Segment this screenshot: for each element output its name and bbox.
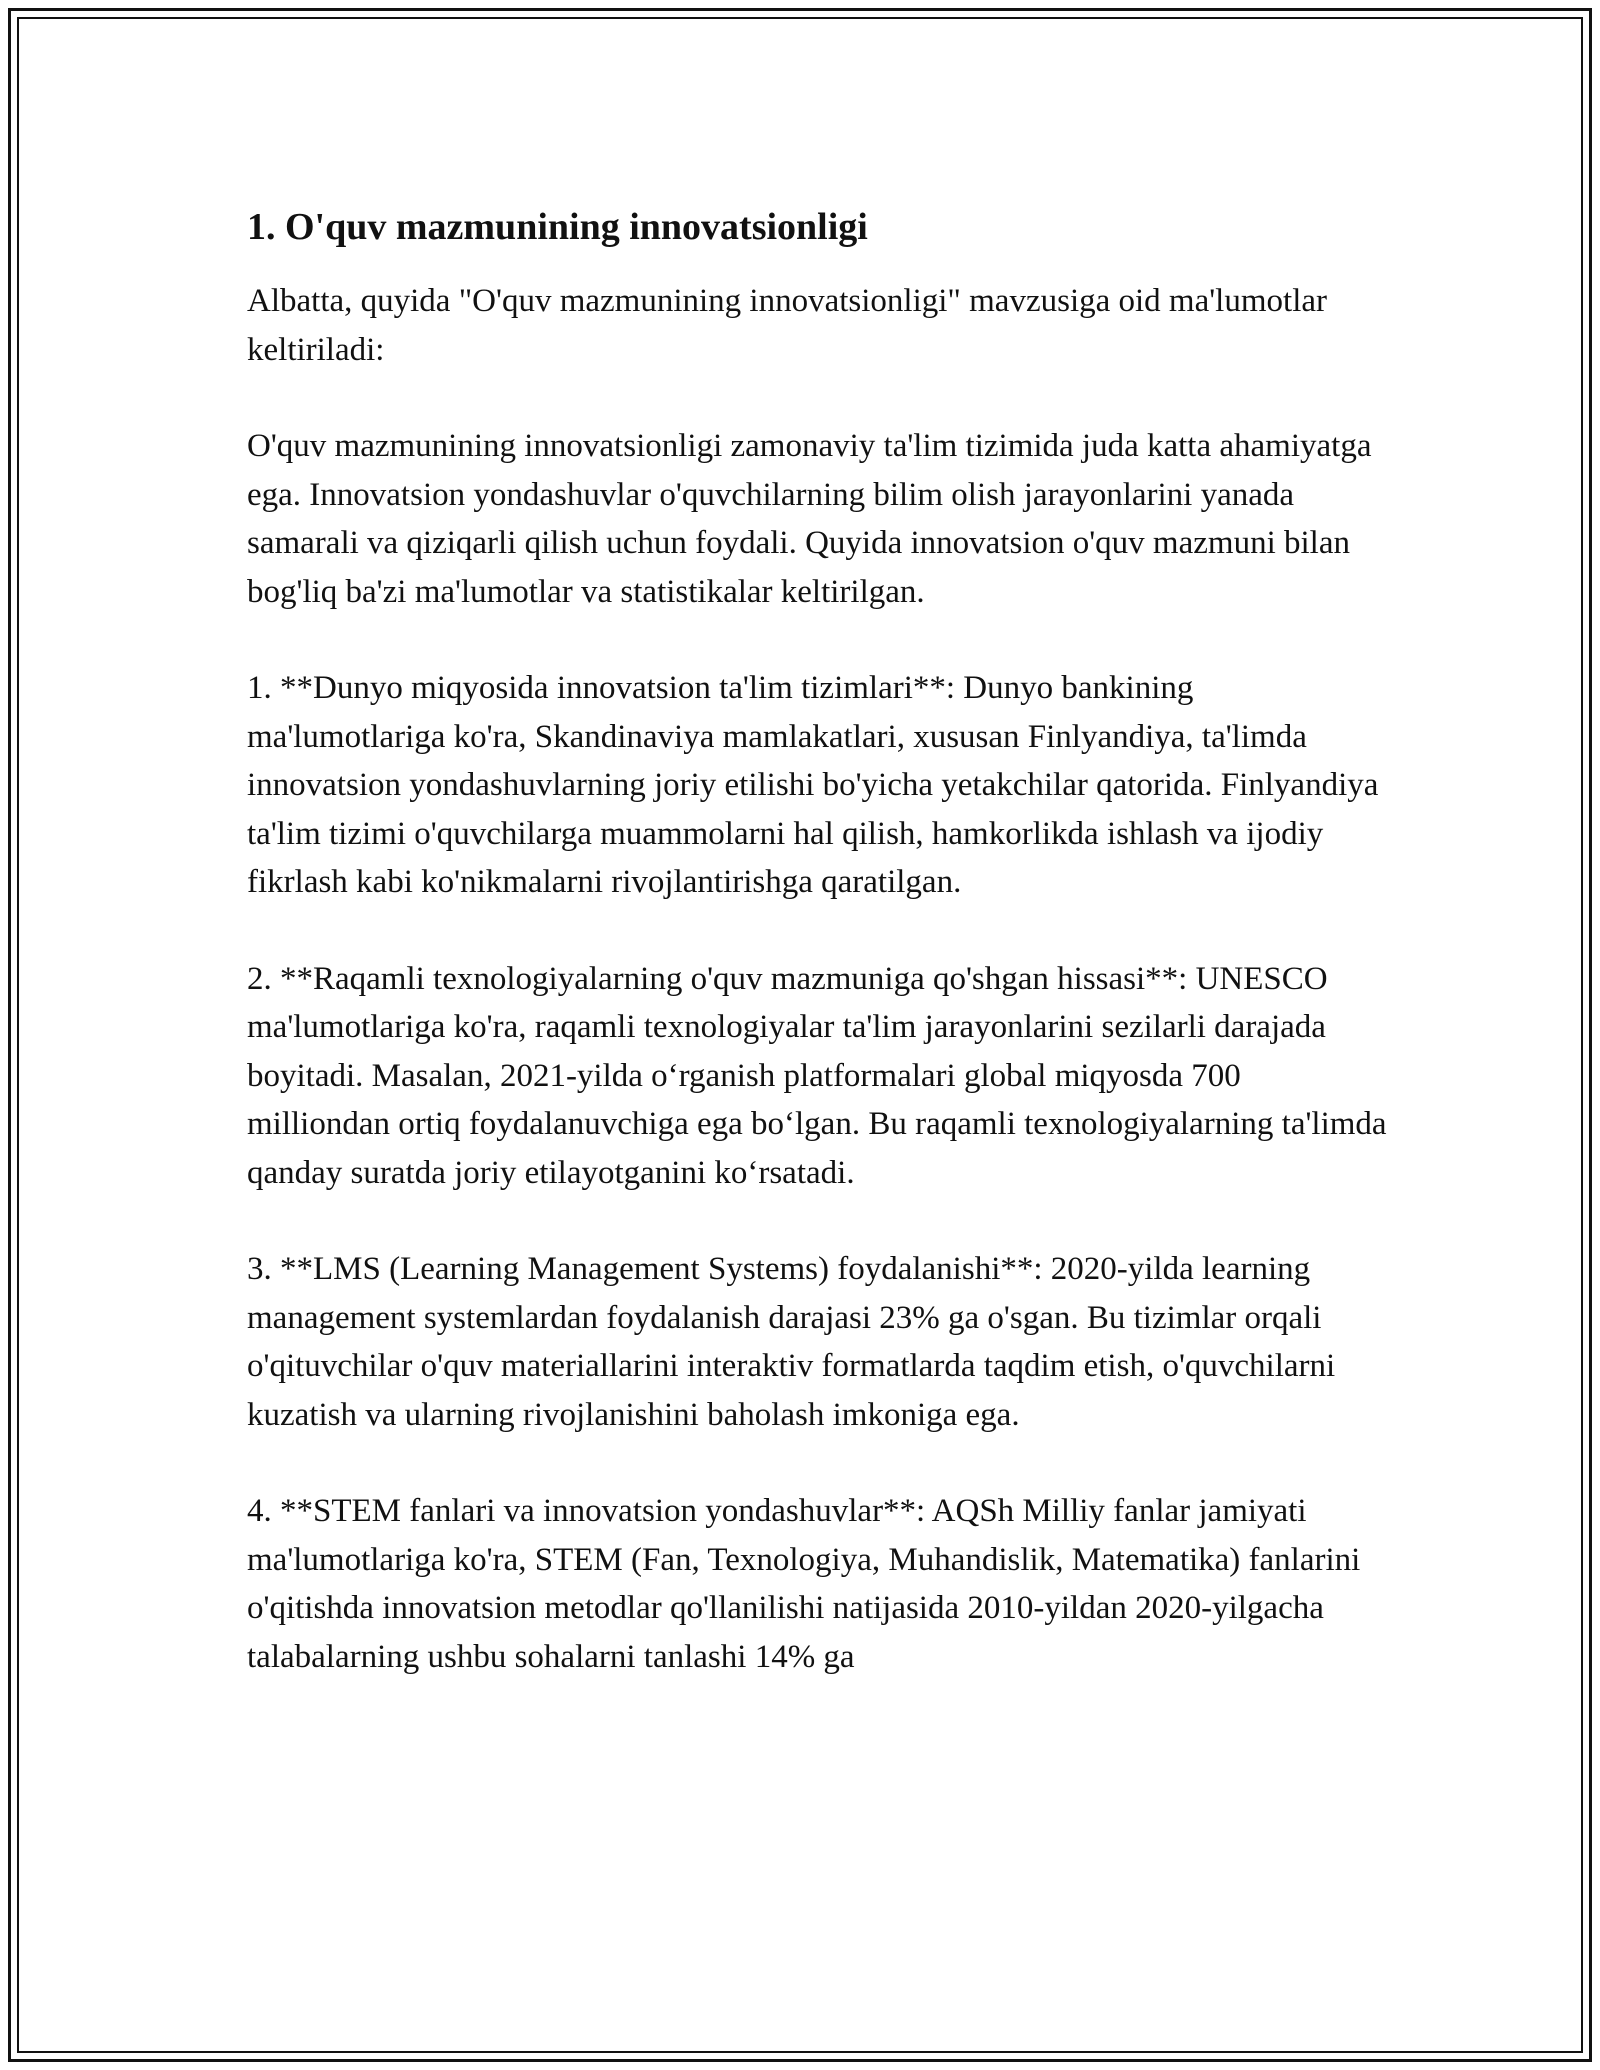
document-body bbox=[247, 199, 1387, 1729]
page-frame bbox=[8, 8, 1592, 2062]
section-title: 1. O'quv mazmunining innovatsionligi bbox=[247, 206, 868, 248]
list-item-4: 4. **STEM fanlari va innovatsion yondashuvlar**: AQSh Milliy fanlar jamiyati ma'lumotlariga ko'ra, STEM (Fan, Texnologiya, Muhandislik, Matematika) fanlarini o'qitishda innovatsion metodlar qo'llanilishi natijasida 2010-yildan 2020-yilgacha talabalarning ushbu sohalarni tanlashi 14% ga bbox=[247, 1493, 1361, 1675]
list-item-3: 3. **LMS (Learning Management Systems) foydalanishi**: 2020-yilda learning management systemlardan foydalanish darajasi 23% ga o'sgan. Bu tizimlar orqali o'qituvchilar o'quv materiallarini interaktiv formatlarda taqdim etish, o'quvchilarni kuzatish va ularning rivojlanishini baholash imkoniga ega. bbox=[247, 1251, 1336, 1433]
list-item-1: 1. **Dunyo miqyosida innovatsion ta'lim tizimlari**: Dunyo bankining ma'lumotlariga ko'ra, Skandinaviya mamlakatlari, xususan Finlyandiya, ta'limda innovatsion yondashuvlarning joriy etilishi bo'yicha yetakchilar qatorida. Finlyandiya ta'lim tizimi o'quvchilarga muammolarni hal qilish, hamkorlikda ishlash va ijodiy fikrlash kabi ko'nikmalarni rivojlantirishga qaratilgan. bbox=[247, 670, 1379, 900]
intro-paragraph: Albatta, quyida "O'quv mazmunining innovatsionligi" mavzusiga oid ma'lumotlar keltiriladi: bbox=[247, 283, 1327, 368]
overview-paragraph: O'quv mazmunining innovatsionligi zamonaviy ta'lim tizimida juda katta ahamiyatga ega. Innovatsion yondashuvlar o'quvchilarning bilim olish jarayonlarini yanada samarali va qiziqarli qilish uchun foydali. Quyida innovatsion o'quv mazmuni bilan bog'liq ba'zi ma'lumotlar va statistikalar keltirilgan. bbox=[247, 428, 1372, 610]
list-item-2: 2. **Raqamli texnologiyalarning o'quv mazmuniga qo'shgan hissasi**: UNESCO ma'lumotlariga ko'ra, raqamli texnologiyalar ta'lim jarayonlarini sezilarli darajada boyitadi. Masalan, 2021-yilda o‘rganish platformalari global miqyosda 700 milliondan ortiq foydalanuvchiga ega bo‘lgan. Bu raqamli texnologiyalarning ta'limda qanday suratda joriy etilayotganini ko‘rsatadi. bbox=[247, 960, 1387, 1191]
